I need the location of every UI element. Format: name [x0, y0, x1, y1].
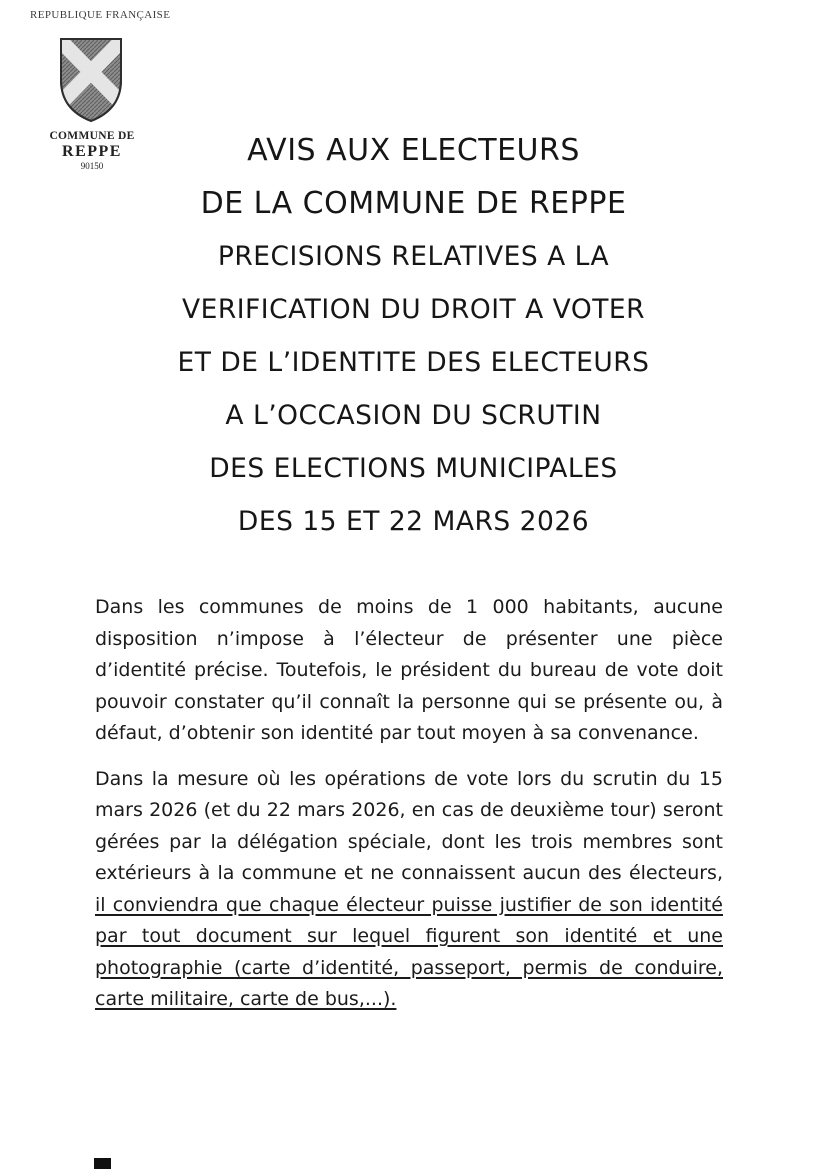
- title-line-1: AVIS AUX ELECTEURS: [247, 133, 580, 168]
- title-line-8: DES 15 ET 22 MARS 2026: [237, 506, 590, 537]
- republique-francaise-label: REPUBLIQUE FRANÇAISE: [30, 9, 171, 21]
- commune-name: REPPE: [62, 143, 122, 160]
- reppe-coat-of-arms-icon: [58, 36, 124, 124]
- scan-artifact: [94, 1158, 111, 1169]
- paragraph-2-text: Dans la mesure où les opérations de vote lors du scrutin du 15 mars 2026 (et du 22 mars 2026, en cas de deuxième tour) seront gérées par la délégation spéciale, dont les trois membres sont extérieurs à la commune et ne connaissent aucun des électeurs,: [95, 767, 723, 884]
- notice-paragraph-2: [95, 764, 723, 1016]
- title-line-4: VERIFICATION DU DROIT A VOTER: [181, 294, 646, 325]
- title-line-2: DE LA COMMUNE DE REPPE: [200, 186, 627, 221]
- notice-body: [95, 592, 723, 1016]
- notice-title-block: [90, 124, 737, 548]
- title-line-3: PRECISIONS RELATIVES A LA: [217, 241, 610, 272]
- commune-de-label: COMMUNE DE: [49, 130, 135, 142]
- title-line-6: A L’OCCASION DU SCRUTIN: [225, 400, 602, 431]
- notice-paragraph-1: [95, 592, 723, 750]
- paragraph-1-text: Dans les communes de moins de 1 000 habitants, aucune disposition n’impose à l’électeur de présenter une pièce d’identité précise. Toutefois, le président du bureau de vote doit pouvoir constater qu’il connaît la personne qui se présente ou, à défaut, d’obtenir son identité par tout moyen à sa convenance.: [95, 596, 723, 744]
- title-line-7: DES ELECTIONS MUNICIPALES: [209, 453, 618, 484]
- paragraph-2-underlined-text: il conviendra que chaque électeur puisse justifier de son identité par tout document sur lequel figurent son identité et une photographie (carte d’identité, passeport, permis de conduire, carte militaire, carte de bus,...).: [95, 893, 723, 1010]
- postal-code: 90150: [80, 161, 104, 171]
- title-line-5: ET DE L’IDENTITE DES ELECTEURS: [177, 347, 650, 378]
